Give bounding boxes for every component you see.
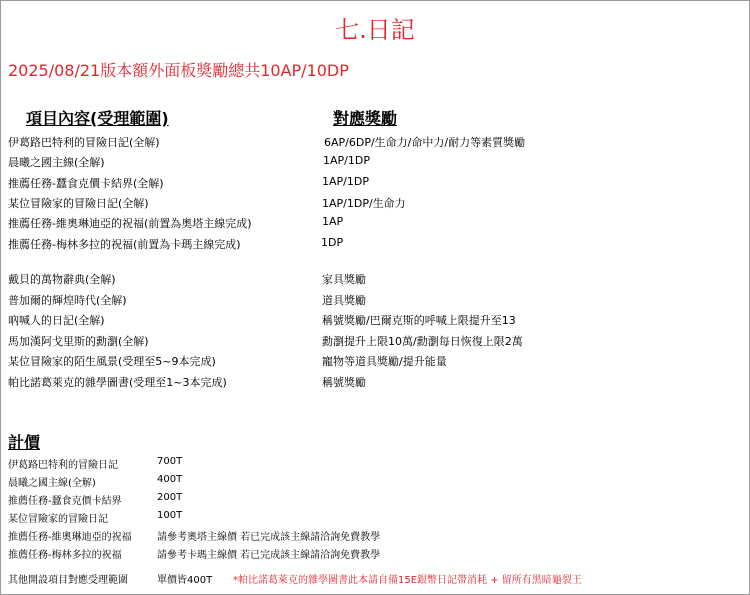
price-item: 其他開設項目對應受理範圍 <box>8 575 128 586</box>
version-subtitle: 2025/08/21版本額外面板獎勵總共10AP/10DP <box>8 61 349 80</box>
page-title: 七.日記 <box>335 16 415 44</box>
row-item: 普加爾的輝煌時代(全解) <box>8 294 127 307</box>
price-value: 200T <box>157 492 183 503</box>
row-item: 晨曦之國主線(全解) <box>8 156 105 169</box>
row-reward: 1AP <box>322 215 344 228</box>
price-item: 推薦任務-蠶食克價卡結界 <box>8 496 122 507</box>
row-reward: 寵物等道具獎勵/提升能量 <box>322 355 447 368</box>
pricing-title: 計價 <box>8 433 41 452</box>
row-item: 戴貝的萬物辭典(全解) <box>8 273 116 286</box>
price-value: 400T <box>157 474 183 485</box>
row-item: 某位冒險家的冒險日記(全解) <box>8 197 149 210</box>
row-reward: 稱號獎勵/巴爾克斯的呼喊上限提升至13 <box>322 314 516 327</box>
row-reward: 6AP/6DP/生命力/命中力/耐力等素質獎勵 <box>324 136 526 149</box>
row-reward: 1DP <box>321 236 344 249</box>
price-value: 請參考奧塔主線價 若已完成該主線請洽詢免費教學 <box>157 532 381 543</box>
row-reward: 道具獎勵 <box>322 294 366 307</box>
row-item: 某位冒險家的陌生風景(受理至5~9本完成) <box>8 355 216 368</box>
row-item: 推薦任務-維奧琳迪亞的祝福(前置為奧塔主線完成) <box>8 217 252 230</box>
row-item: 推薦任務-蠶食克價卡結界(全解) <box>8 177 164 190</box>
price-value: 單價皆400T <box>157 575 213 586</box>
price-value: 700T <box>157 456 183 467</box>
row-reward: 稱號獎勵 <box>322 376 366 389</box>
header-item-content: 項目內容(受理範圍) <box>26 109 169 128</box>
row-item: 帕比諾葛萊克的雜學圖書(受理至1~3本完成) <box>8 376 227 389</box>
price-item: 伊葛路巴特利的冒險日記 <box>8 460 118 471</box>
header-reward: 對應獎勵 <box>333 109 398 128</box>
price-value: 100T <box>157 510 183 521</box>
row-reward: 1AP/1DP <box>323 154 370 167</box>
row-reward: 1AP/1DP/生命力 <box>322 197 406 210</box>
row-reward: 勳瀏提升上限10萬/勳瀏每日恢復上限2萬 <box>322 335 523 348</box>
row-reward: 家具獎勵 <box>322 273 366 286</box>
row-item: 推薦任務-梅林多拉的祝福(前置為卡瑪主線完成) <box>8 238 241 251</box>
row-item: 伊葛路巴特利的冒險日記(全解) <box>8 136 160 149</box>
price-item: 推薦任務-梅林多拉的祝福 <box>8 550 122 561</box>
row-item: 吶喊人的日記(全解) <box>8 314 105 327</box>
price-value: 請參考卡瑪主線價 若已完成該主線請洽詢免費教學 <box>157 550 381 561</box>
row-item: 馬加漢阿戈里斯的勳瀏(全解) <box>8 335 149 348</box>
price-item: 晨曦之國主線(全解) <box>8 478 96 489</box>
price-item: 推薦任務-維奧琳迪亞的祝福 <box>8 532 132 543</box>
row-reward: 1AP/1DP <box>322 175 369 188</box>
pricing-note: *帕比諾葛萊克的雜學圖書此本請自備15E銀幣日記帶消耗 + 留所有黑暗龜裂王 <box>233 575 582 586</box>
price-item: 某位冒險家的冒險日記 <box>8 514 108 525</box>
